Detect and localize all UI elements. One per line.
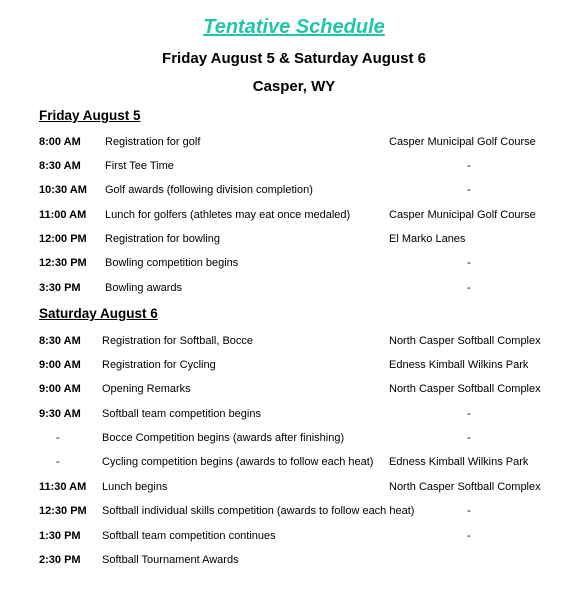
row-time: 12:30 PM — [39, 257, 87, 269]
row-time: 3:30 PM — [39, 282, 81, 294]
row-location: - — [467, 432, 471, 444]
row-location: North Casper Softball Complex — [389, 481, 541, 493]
schedule-row — [0, 209, 588, 227]
row-location: Casper Municipal Golf Course — [389, 136, 536, 148]
row-location: - — [467, 257, 471, 269]
schedule-row — [0, 282, 588, 300]
row-event: Lunch for golfers (athletes may eat once medaled) — [105, 209, 351, 221]
row-event: Bowling competition begins — [105, 257, 239, 269]
row-location: Edness Kimball Wilkins Park — [389, 359, 529, 371]
schedule-row — [0, 335, 588, 353]
row-event: Cycling competition begins (awards to follow each heat) — [102, 456, 374, 468]
schedule-row — [0, 554, 588, 572]
schedule-row — [0, 481, 588, 499]
row-time: 12:30 PM — [39, 505, 87, 517]
schedule-row — [0, 359, 588, 377]
row-time: 8:00 AM — [39, 136, 81, 148]
row-event: Registration for golf — [105, 136, 201, 148]
row-time: 12:00 PM — [39, 233, 87, 245]
row-time: 11:30 AM — [39, 481, 87, 493]
row-time: 10:30 AM — [39, 184, 87, 196]
schedule-row — [0, 160, 588, 178]
row-event: Registration for Softball, Bocce — [102, 335, 254, 347]
event-dates: Friday August 5 & Saturday August 6 — [162, 50, 426, 67]
row-event: Softball individual skills competition (awards to follow each heat) — [102, 505, 415, 517]
row-event: Opening Remarks — [102, 383, 191, 395]
event-location: Casper, WY — [252, 78, 336, 95]
row-location: El Marko Lanes — [389, 233, 466, 245]
row-location: - — [467, 282, 471, 294]
row-time: - — [56, 456, 60, 468]
row-location: North Casper Softball Complex — [389, 383, 541, 395]
row-event: Registration for bowling — [105, 233, 220, 245]
schedule-title: Tentative Schedule — [203, 16, 385, 38]
schedule-row — [0, 456, 588, 474]
schedule-row — [0, 257, 588, 275]
row-location: - — [467, 408, 471, 420]
schedule-row — [0, 505, 588, 523]
friday-heading: Friday August 5 — [39, 108, 141, 123]
schedule-row — [0, 136, 588, 154]
row-location: - — [467, 530, 471, 542]
row-location: - — [467, 184, 471, 196]
schedule-row — [0, 408, 588, 426]
saturday-heading: Saturday August 6 — [39, 306, 158, 321]
row-event: Golf awards (following division completion) — [105, 184, 313, 196]
row-location: - — [467, 160, 471, 172]
row-event: Softball Tournament Awards — [102, 554, 239, 566]
row-location: Edness Kimball Wilkins Park — [389, 456, 529, 468]
schedule-row — [0, 233, 588, 251]
row-event: First Tee Time — [105, 160, 174, 172]
row-time: 8:30 AM — [39, 335, 81, 347]
row-time: 9:30 AM — [39, 408, 81, 420]
row-location: Casper Municipal Golf Course — [389, 209, 536, 221]
schedule-row — [0, 184, 588, 202]
row-event: Softball team competition begins — [102, 408, 261, 420]
row-event: Softball team competition continues — [102, 530, 276, 542]
schedule-row — [0, 530, 588, 548]
row-time: 9:00 AM — [39, 359, 81, 371]
row-time: - — [56, 432, 60, 444]
row-time: 8:30 AM — [39, 160, 81, 172]
row-time: 1:30 PM — [39, 530, 81, 542]
schedule-row — [0, 432, 588, 450]
row-event: Registration for Cycling — [102, 359, 216, 371]
row-event: Bocce Competition begins (awards after finishing) — [102, 432, 345, 444]
row-location: - — [467, 505, 471, 517]
row-event: Lunch begins — [102, 481, 168, 493]
schedule-row — [0, 383, 588, 401]
row-time: 9:00 AM — [39, 383, 81, 395]
row-event: Bowling awards — [105, 282, 183, 294]
row-time: 11:00 AM — [39, 209, 87, 221]
row-time: 2:30 PM — [39, 554, 81, 566]
row-location: North Casper Softball Complex — [389, 335, 541, 347]
